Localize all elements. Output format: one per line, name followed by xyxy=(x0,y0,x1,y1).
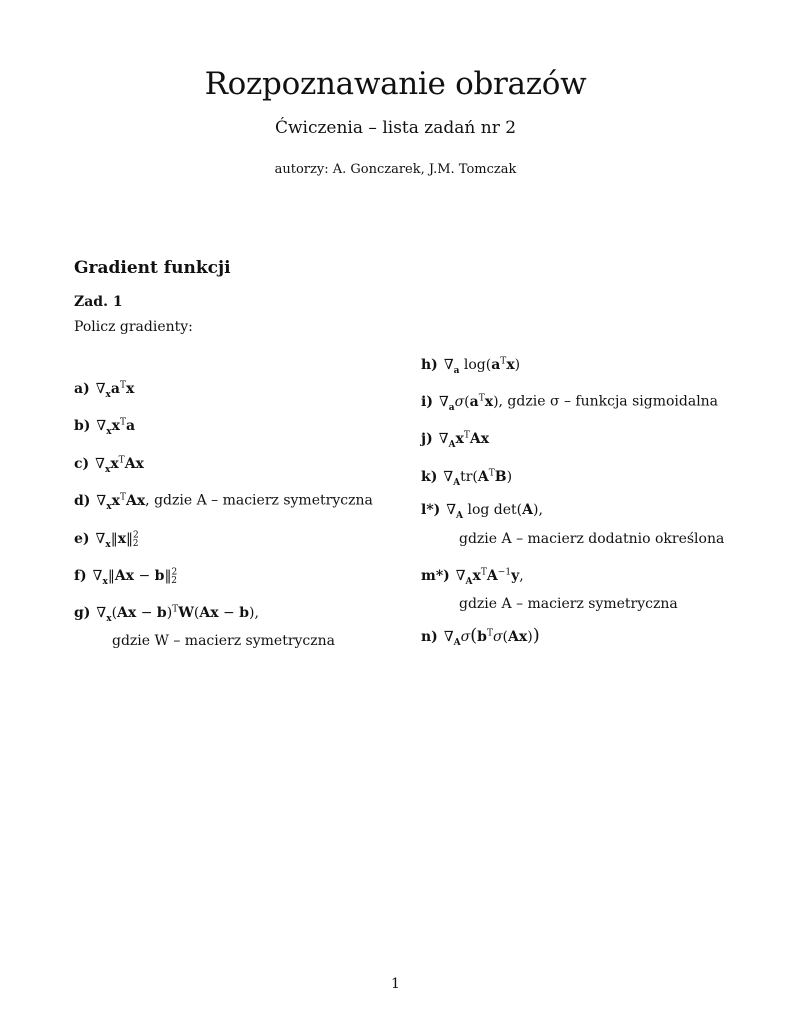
exercise-item-n xyxy=(421,622,540,654)
formula: $\nabla_xx^TAx$ xyxy=(96,492,146,512)
item-label: d) xyxy=(74,492,91,509)
exercise-item-k xyxy=(421,462,512,494)
exercise-item-m xyxy=(421,561,678,616)
item-label: a) xyxy=(74,380,90,397)
exercise-item-j xyxy=(421,424,489,456)
exercise-item-d xyxy=(74,486,373,518)
section-title: Gradient funkcji xyxy=(74,258,231,278)
exercise-item-l xyxy=(421,499,724,551)
item-label: m*) xyxy=(421,567,450,584)
formula: $\nabla_x‖x‖^2_2$ xyxy=(95,530,139,550)
item-note: gdzie A – macierz dodatnio określona xyxy=(459,530,725,547)
formula: $\nabla_a$ $\log(a^Tx)$ xyxy=(443,356,521,376)
item-label: e) xyxy=(74,530,90,547)
document-authors: autorzy: A. Gonczarek, J.M. Tomczak xyxy=(274,162,517,177)
document-subtitle: Ćwiczenia – lista zadań nr 2 xyxy=(274,118,517,138)
formula: $\nabla_x(Ax - b)^TW(Ax - b)$, xyxy=(96,604,259,624)
formula: $\nabla_A$ log det(A), xyxy=(446,502,543,521)
exercise-item-a xyxy=(74,374,134,406)
item-note: , gdzie A – macierz symetryczna xyxy=(145,492,373,509)
exercise-item-e xyxy=(74,524,139,556)
exercise-item-f xyxy=(74,561,177,593)
item-label: k) xyxy=(421,468,438,485)
document-title: Rozpoznawanie obrazów xyxy=(204,66,587,102)
exercise-item-h xyxy=(421,350,520,382)
formula: $\nabla_x‖Ax$ − b‖$^2_2$ xyxy=(92,567,178,587)
item-note: gdzie W – macierz symetryczna xyxy=(112,633,336,650)
task-instruction: Policz gradienty: xyxy=(74,319,193,335)
item-note: , gdzie σ – funkcja sigmoidalna xyxy=(498,393,719,410)
item-label: n) xyxy=(421,628,438,645)
formula: $\nabla_Ax^TAx$ xyxy=(438,430,490,450)
exercise-item-i xyxy=(421,387,718,419)
formula: $\nabla_Atr(A^TB)$ xyxy=(443,468,513,488)
item-label: b) xyxy=(74,417,91,434)
formula: $\nabla_xx^Ta$ xyxy=(96,417,136,437)
item-label: f) xyxy=(74,567,87,584)
item-label: g) xyxy=(74,604,91,621)
item-label: h) xyxy=(421,356,438,373)
exercise-item-g xyxy=(74,598,335,653)
item-label: c) xyxy=(74,455,90,472)
exercise-item-c xyxy=(74,449,144,481)
formula: $\nabla_Ax^TA^{-1}y$, xyxy=(455,567,524,587)
item-label: l*) xyxy=(421,502,441,518)
formula: $\nabla_xa^Tx$ xyxy=(95,380,135,400)
item-label: j) xyxy=(421,430,433,447)
page-number: 1 xyxy=(391,976,400,992)
task-title: Zad. 1 xyxy=(74,294,123,310)
formula: $\nabla_A\sigma(b^T\sigma(Ax))$ xyxy=(443,624,540,648)
exercise-item-b xyxy=(74,411,135,443)
formula: $\nabla_a\sigma(a^Tx)$ xyxy=(438,393,499,413)
item-note: gdzie A – macierz symetryczna xyxy=(459,596,678,613)
item-label: i) xyxy=(421,393,433,410)
formula: $\nabla_xx^TAx$ xyxy=(95,455,144,475)
